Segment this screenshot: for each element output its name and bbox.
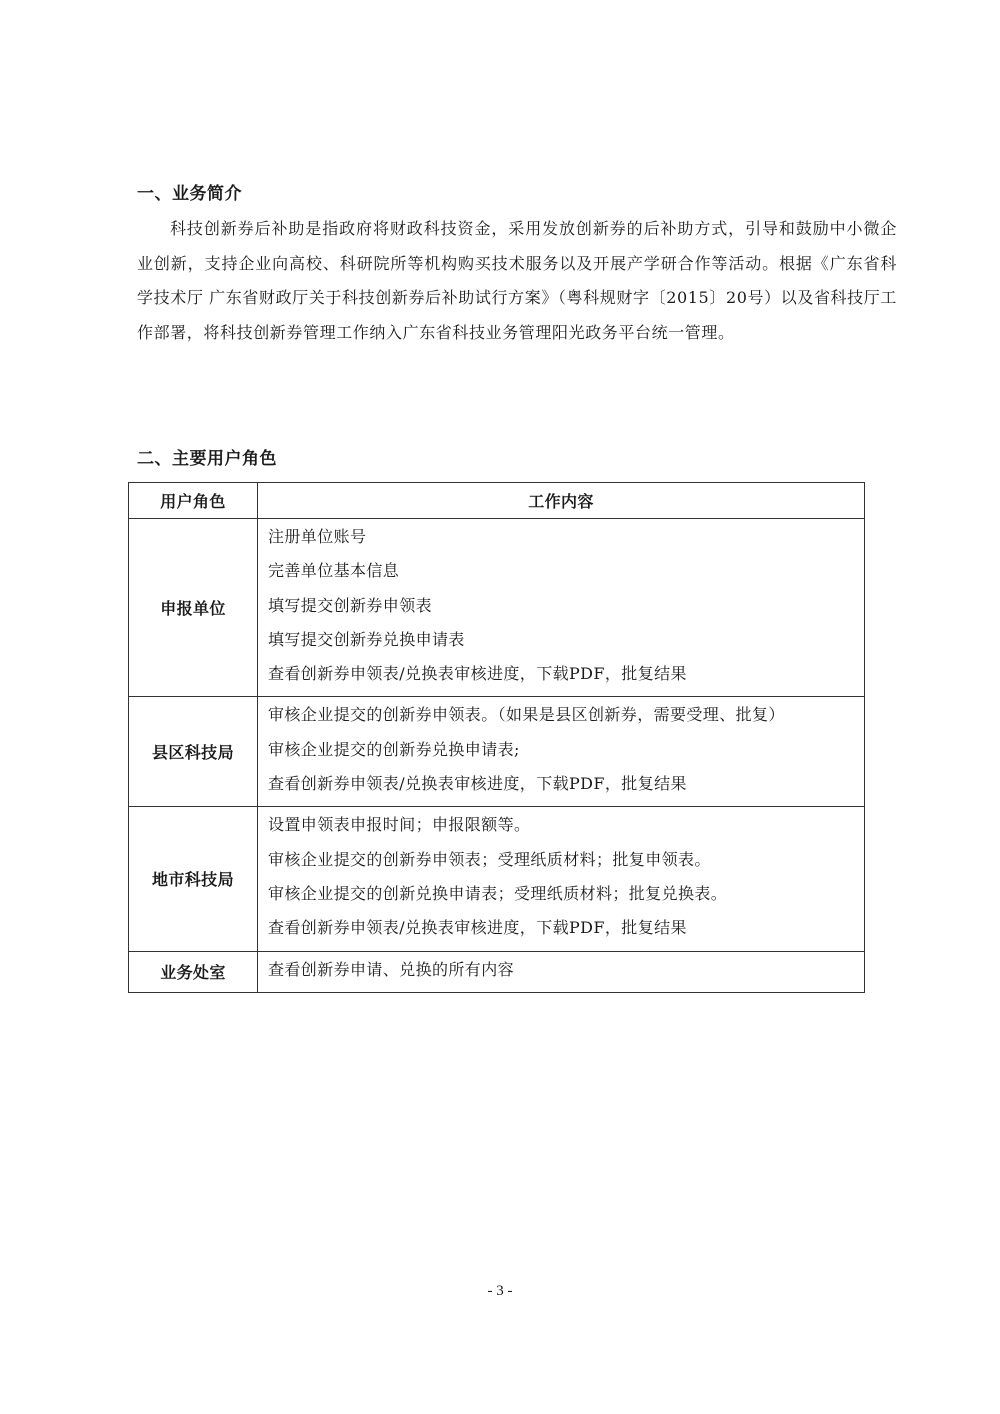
duty-item: 填写提交创新券申领表: [268, 595, 433, 615]
table-row: [129, 951, 865, 992]
duty-item: 设置申领表申报时间；申报限额等。: [268, 815, 531, 835]
role-name: 业务处室: [129, 951, 258, 992]
duty-item: 填写提交创新券兑换申请表: [268, 629, 465, 649]
duty-item: 注册单位账号: [268, 527, 367, 546]
duty-item: 审核企业提交的创新券申领表；受理纸质材料；批复申领表。: [268, 849, 711, 869]
section-heading-intro: 一、业务简介: [137, 184, 242, 204]
user-roles-table: [128, 482, 865, 993]
role-duties: [258, 697, 865, 807]
role-name: 县区科技局: [129, 697, 258, 807]
header-role: 用户角色: [129, 483, 258, 519]
page-number: - 3 -: [487, 1283, 513, 1299]
role-duties: [258, 807, 865, 951]
duty-item: 查看创新券申领表/兑换表审核进度，下载PDF，批复结果: [268, 664, 687, 684]
role-duties: [258, 519, 865, 697]
duty-item: 审核企业提交的创新兑换申请表；受理纸质材料；批复兑换表。: [268, 883, 728, 903]
duty-item: 查看创新券申领表/兑换表审核进度，下载PDF，批复结果: [268, 918, 687, 938]
section-heading-roles: 二、主要用户角色: [137, 449, 277, 469]
table-body: [129, 519, 865, 993]
duty-item: 查看创新券申领表/兑换表审核进度，下载PDF，批复结果: [268, 774, 687, 794]
header-content: 工作内容: [258, 483, 865, 519]
role-duties: [258, 951, 865, 992]
table-row: [129, 807, 865, 951]
duty-item: 审核企业提交的创新券兑换申请表;: [268, 739, 520, 759]
table-row: [129, 519, 865, 697]
table-header-row: [129, 483, 865, 519]
role-name: 申报单位: [129, 519, 258, 697]
intro-paragraph: 科技创新券后补助是指政府将财政科技资金，采用发放创新券的后补助方式，引导和鼓励中小微企业创新，支持企业向高校、科研院所等机构购买技术服务以及开展产学研合作等活动。根据《广东省科学技术厅 广东省财政厅关于科技创新券后补助试行方案》（粤科规财字〔2015〕20号）以及省科技厅工作部署，将科技创新券管理工作纳入广东省科技业务管理阳光政务平台统一管理。: [137, 219, 897, 342]
duty-item: 完善单位基本信息: [268, 561, 400, 581]
table-row: [129, 697, 865, 807]
role-name: 地市科技局: [129, 807, 258, 951]
duty-item: 审核企业提交的创新券申领表。（如果是县区创新券，需要受理、批复）: [268, 705, 785, 725]
duty-item: 查看创新券申请、兑换的所有内容: [268, 959, 515, 979]
